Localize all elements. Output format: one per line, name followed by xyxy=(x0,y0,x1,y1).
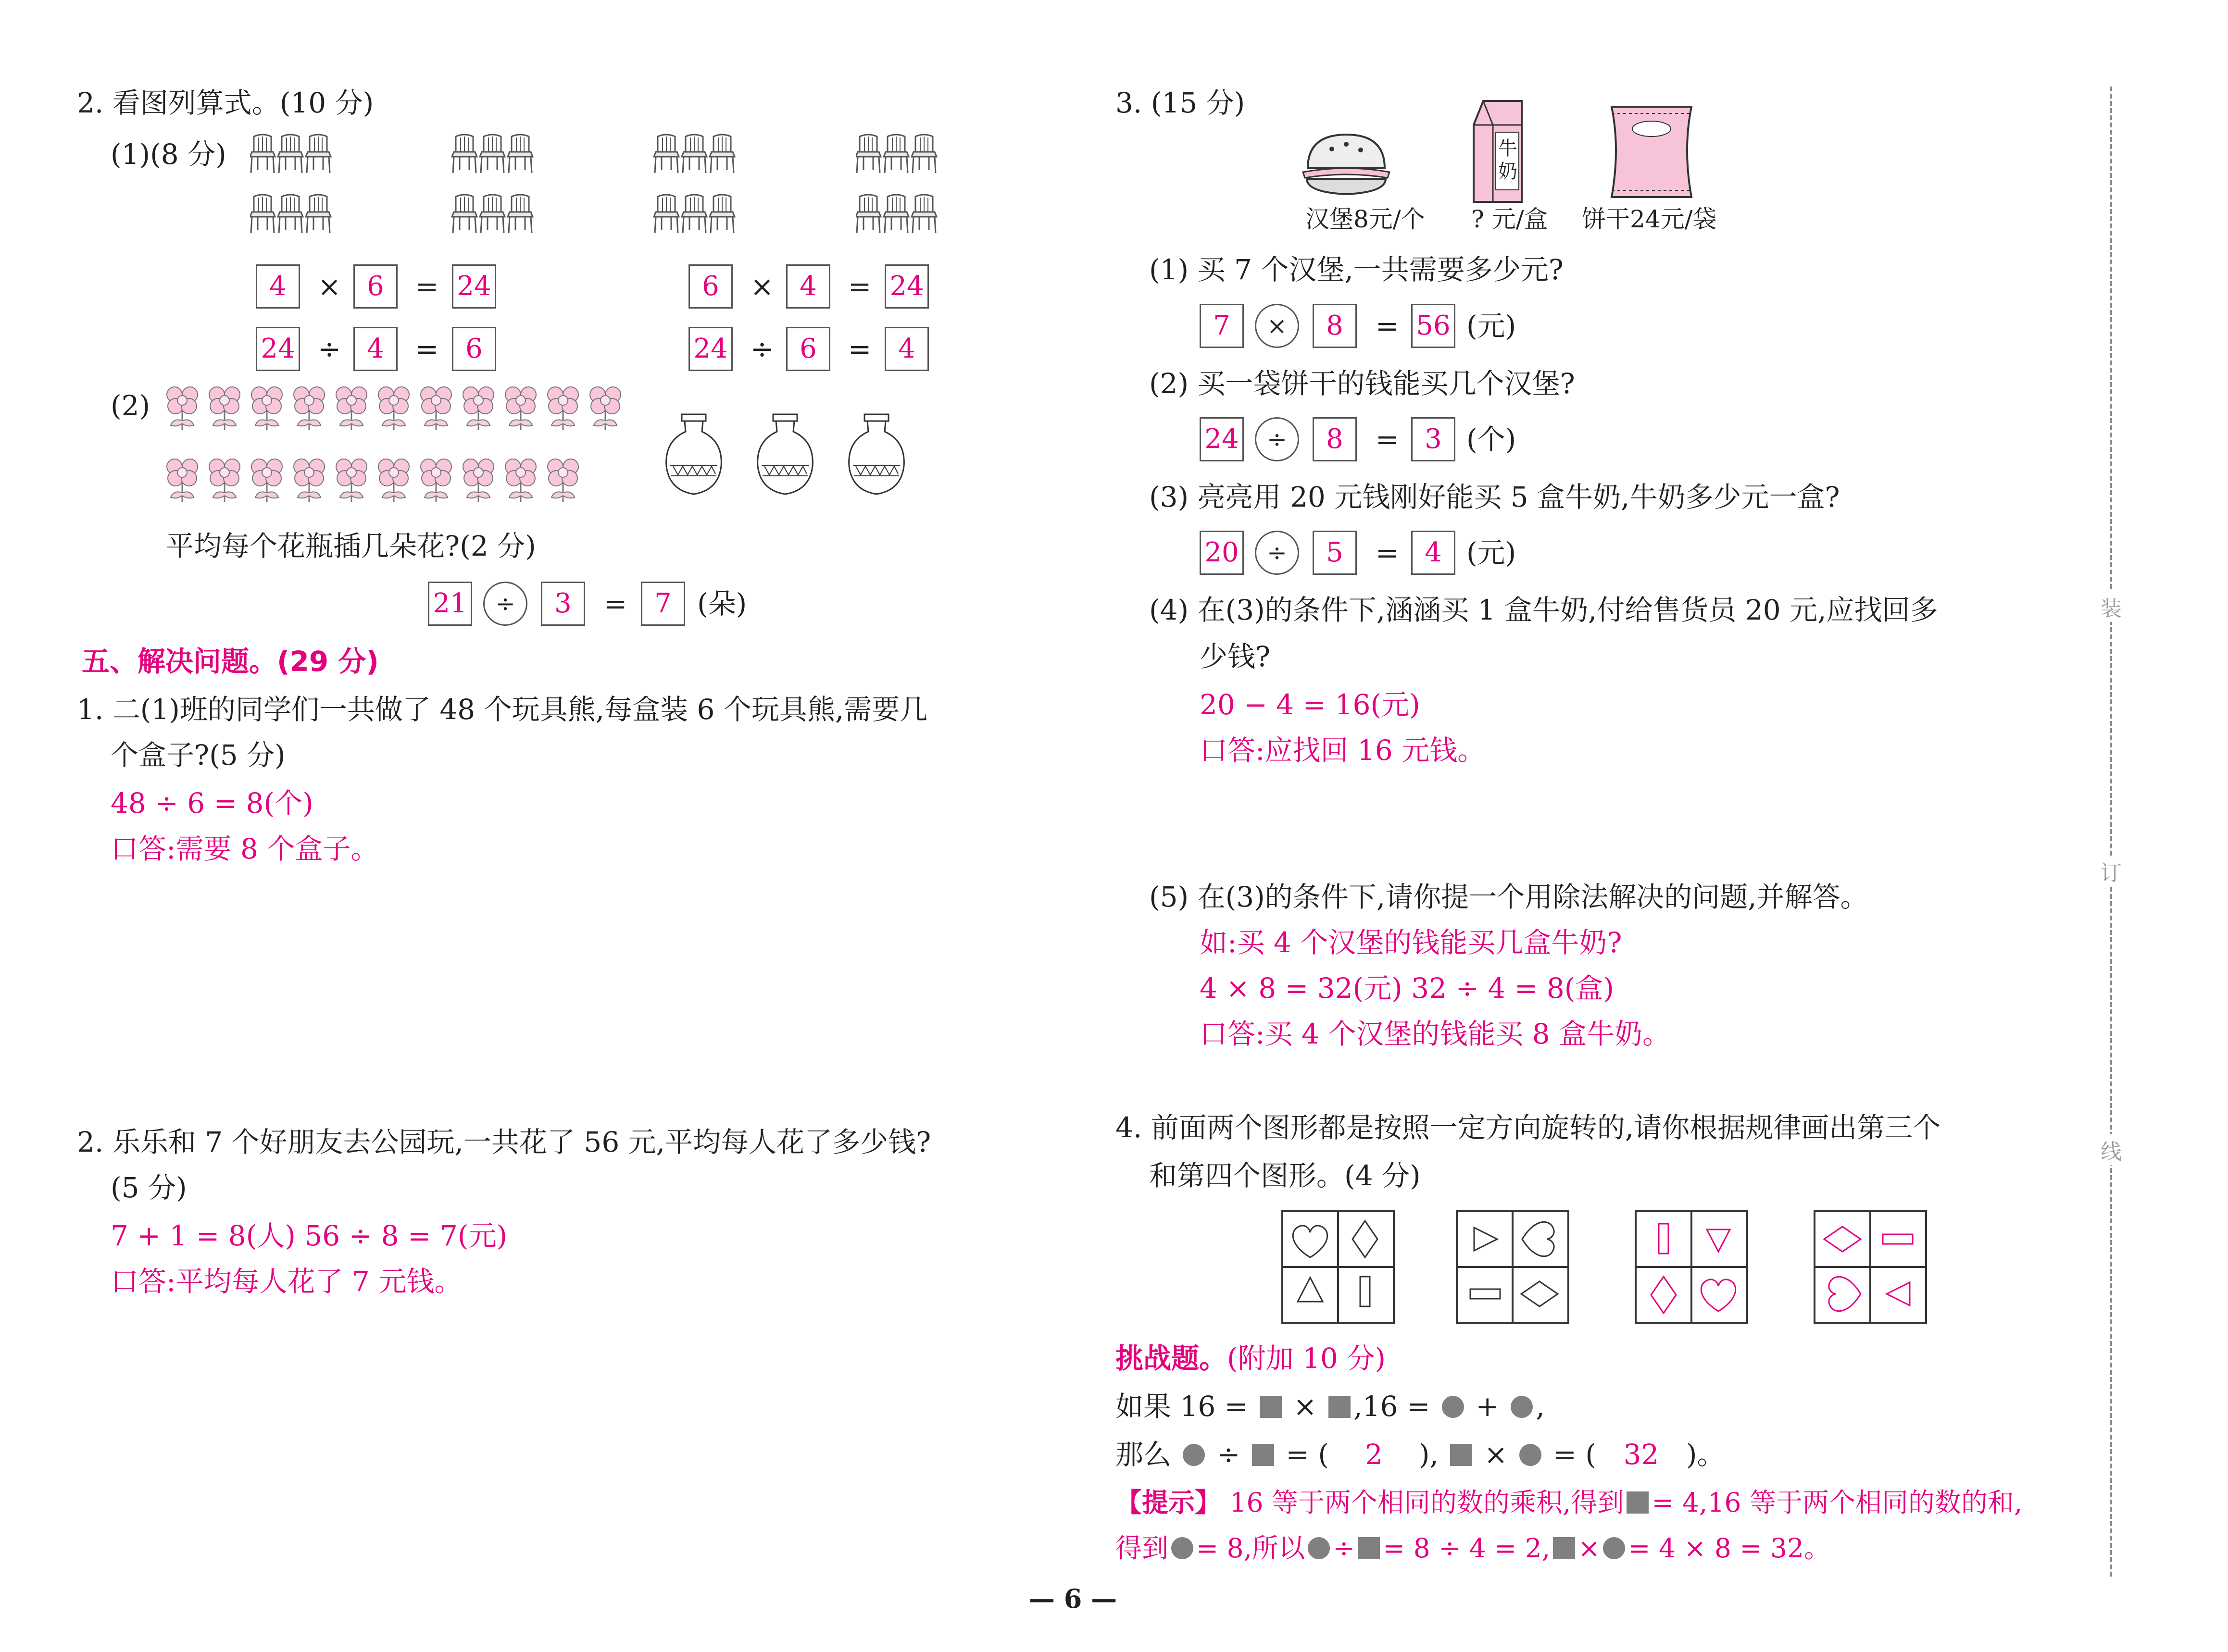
eq2-eq: = xyxy=(415,333,439,365)
page-number: — 6 — xyxy=(1029,1583,1117,1614)
rotation-figure-1 xyxy=(1281,1210,1395,1324)
gray-square-icon xyxy=(1450,1444,1472,1466)
p1-answer-1: 48 ÷ 6 = 8(个) xyxy=(111,787,313,820)
gray-square-icon xyxy=(1328,1396,1351,1418)
eq3-a: 6 xyxy=(688,264,733,309)
s3-op: ÷ xyxy=(1255,531,1299,575)
biscuit-price: 饼干24元/袋 xyxy=(1582,205,1717,233)
s3-eq: = xyxy=(1375,536,1399,569)
q4-line1: 4. 前面两个图形都是按照一定方向旋转的,请你根据规律画出第三个 xyxy=(1115,1111,1941,1144)
eq1-a: 4 xyxy=(256,264,300,309)
burger-price: 汉堡8元/个 xyxy=(1305,205,1425,233)
hint2-a: 得到 xyxy=(1115,1533,1169,1564)
ch-l2-b: ÷ xyxy=(1216,1438,1240,1471)
gray-circle-icon xyxy=(1603,1537,1625,1559)
rotation-figure-2 xyxy=(1456,1210,1569,1324)
gray-square-icon xyxy=(1358,1537,1380,1559)
eq4-b: 6 xyxy=(786,327,830,371)
gray-circle-icon xyxy=(1171,1537,1193,1559)
eq5-unit: (朵) xyxy=(697,587,747,620)
section-5-title: 五、解决问题。(29 分) xyxy=(82,645,379,678)
biscuit-bag-icon xyxy=(1606,101,1697,202)
ch-l2-g: )。 xyxy=(1686,1438,1725,1471)
ch-l1-d: + xyxy=(1476,1390,1499,1423)
p1-answer-2: 口答:需要 8 个盒子。 xyxy=(111,832,379,865)
s1-op: × xyxy=(1255,304,1299,348)
ch-l2-a: 那么 xyxy=(1115,1438,1172,1471)
p1-line1: 1. 二(1)班的同学们一共做了 48 个玩具熊,每盒装 6 个玩具熊,需要几 xyxy=(77,693,928,726)
eq1-eq: = xyxy=(415,270,439,303)
gray-square-icon xyxy=(1553,1537,1575,1559)
eq5-c: 7 xyxy=(641,582,685,626)
s2-op: ÷ xyxy=(1255,417,1299,461)
eq4-a: 24 xyxy=(688,327,733,371)
ch-l1-e: , xyxy=(1536,1390,1545,1423)
hint2-e: × xyxy=(1578,1533,1601,1564)
s5-question: (5) 在(3)的条件下,请你提一个用除法解决的问题,并解答。 xyxy=(1149,881,1868,913)
binding-dashed-line xyxy=(2110,87,2112,1577)
eq1-c: 24 xyxy=(452,264,496,309)
rotation-figure-4 xyxy=(1814,1210,1927,1324)
eq3-op: × xyxy=(750,270,774,303)
ch-l2-e: × xyxy=(1484,1438,1508,1471)
s2-question: (2) 买一袋饼干的钱能买几个汉堡? xyxy=(1149,367,1575,400)
s5-answer-1: 如:买 4 个汉堡的钱能买几盒牛奶? xyxy=(1200,926,1622,959)
q2-2-question: 平均每个花瓶插几朵花?(2 分) xyxy=(166,530,536,562)
gray-circle-icon xyxy=(1183,1444,1205,1466)
ch-l1-c: ,16 = xyxy=(1353,1390,1430,1423)
s4-answer-2: 口答:应找回 16 元钱。 xyxy=(1200,734,1486,767)
hint2-d: = 8 ÷ 4 = 2, xyxy=(1383,1533,1551,1564)
challenge-title-text: 挑战题。 xyxy=(1115,1342,1227,1375)
s3-c: 4 xyxy=(1411,531,1455,575)
s1-a: 7 xyxy=(1200,304,1244,348)
gray-circle-icon xyxy=(1511,1396,1533,1418)
p2-answer-1: 7 + 1 = 8(人) 56 ÷ 8 = 7(元) xyxy=(111,1219,508,1252)
q4-line2: 和第四个图形。(4 分) xyxy=(1149,1159,1421,1192)
eq3-b: 4 xyxy=(786,264,830,309)
hint2-f: = 4 × 8 = 32。 xyxy=(1628,1533,1831,1564)
s4-question-1: (4) 在(3)的条件下,涵涵买 1 盒牛奶,付给售货员 20 元,应找回多 xyxy=(1149,594,1938,626)
q2-1-label: (1)(8 分) xyxy=(111,138,226,171)
milk-label-2: 奶 xyxy=(1498,161,1517,183)
s3-a: 20 xyxy=(1200,531,1244,575)
challenge-line-2 xyxy=(1115,1437,1725,1472)
q2-title: 2. 看图列算式。(10 分) xyxy=(77,87,374,119)
s1-c: 56 xyxy=(1411,304,1455,348)
hint2-b: = 8,所以 xyxy=(1196,1533,1305,1564)
hint-line-2 xyxy=(1115,1531,1830,1565)
s2-a: 24 xyxy=(1200,417,1244,461)
eq4-eq: = xyxy=(848,333,872,365)
s3-b: 5 xyxy=(1313,531,1357,575)
p1-line2: 个盒子?(5 分) xyxy=(111,739,286,771)
gray-circle-icon xyxy=(1308,1537,1330,1559)
rotation-figure-3 xyxy=(1635,1210,1748,1324)
s1-b: 8 xyxy=(1313,304,1357,348)
eq2-b: 4 xyxy=(353,327,398,371)
vases-illustration xyxy=(663,409,933,505)
s4-question-2: 少钱? xyxy=(1200,640,1271,673)
s3-unit: (元) xyxy=(1466,536,1516,569)
milk-label-1: 牛 xyxy=(1498,137,1517,160)
eq5-b: 3 xyxy=(541,582,585,626)
hint1-b: = 4,16 等于两个相同的数的和, xyxy=(1652,1487,2023,1518)
ch-l1-a: 如果 16 = xyxy=(1115,1390,1248,1423)
p2-line1: 2. 乐乐和 7 个好朋友去公园玩,一共花了 56 元,平均每人花了多少钱? xyxy=(77,1126,931,1158)
burger-icon xyxy=(1298,130,1394,202)
eq1-b: 6 xyxy=(353,264,398,309)
s2-c: 3 xyxy=(1411,417,1455,461)
eq2-a: 24 xyxy=(256,327,300,371)
binding-mark-3: 线 xyxy=(2097,1134,2126,1165)
hint1-a: 16 等于两个相同的数的乘积,得到 xyxy=(1229,1487,1624,1518)
s2-unit: (个) xyxy=(1466,423,1516,456)
gray-circle-icon xyxy=(1519,1444,1541,1466)
q3-title: 3. (15 分) xyxy=(1115,87,1245,119)
eq3-eq: = xyxy=(848,270,872,303)
challenge-title xyxy=(1115,1341,1386,1376)
hint2-c: ÷ xyxy=(1333,1533,1355,1564)
eq2-op: ÷ xyxy=(317,333,341,365)
flowers-illustration xyxy=(161,382,642,517)
gray-circle-icon xyxy=(1442,1396,1464,1418)
s3-question: (3) 亮亮用 20 元钱刚好能买 5 盒牛奶,牛奶多少元一盒? xyxy=(1149,481,1840,513)
eq5-op: ÷ xyxy=(483,582,527,626)
eq4-op: ÷ xyxy=(750,333,774,365)
binding-mark-2: 订 xyxy=(2097,856,2126,886)
challenge-line-1 xyxy=(1115,1389,1545,1424)
gray-square-icon xyxy=(1627,1491,1649,1514)
gray-square-icon xyxy=(1260,1396,1282,1418)
ch-l2-d: ), xyxy=(1418,1438,1439,1471)
s2-b: 8 xyxy=(1313,417,1357,461)
eq1-op: × xyxy=(317,270,341,303)
milk-price: ? 元/盒 xyxy=(1471,205,1548,233)
eq5-eq: = xyxy=(603,587,627,620)
eq2-c: 6 xyxy=(452,327,496,371)
challenge-score: (附加 10 分) xyxy=(1227,1342,1386,1375)
s1-question: (1) 买 7 个汉堡,一共需要多少元? xyxy=(1149,253,1564,286)
q2-2-label: (2) xyxy=(111,389,150,422)
ch-answer-2: 32 xyxy=(1623,1438,1659,1471)
s1-unit: (元) xyxy=(1466,310,1516,342)
ch-l1-b: × xyxy=(1293,1390,1317,1423)
ch-l2-f: = ( xyxy=(1553,1438,1597,1471)
eq4-c: 4 xyxy=(885,327,929,371)
s5-answer-2: 4 × 8 = 32(元) 32 ÷ 4 = 8(盒) xyxy=(1200,972,1615,1005)
p2-line2: (5 分) xyxy=(111,1171,187,1204)
ch-l2-c: = ( xyxy=(1286,1438,1329,1471)
hint-line-1 xyxy=(1115,1485,2022,1520)
chairs-illustration-4 xyxy=(856,130,971,250)
eq3-c: 24 xyxy=(885,264,929,309)
chairs-illustration xyxy=(250,130,798,250)
s1-eq: = xyxy=(1375,310,1399,342)
s4-answer-1: 20 − 4 = 16(元) xyxy=(1200,688,1420,721)
binding-mark-1: 装 xyxy=(2097,591,2126,622)
s2-eq: = xyxy=(1375,423,1399,456)
p2-answer-2: 口答:平均每人花了 7 元钱。 xyxy=(111,1265,463,1298)
gray-square-icon xyxy=(1252,1444,1274,1466)
ch-answer-1: 2 xyxy=(1365,1438,1383,1471)
s5-answer-3: 口答:买 4 个汉堡的钱能买 8 盒牛奶。 xyxy=(1200,1018,1671,1050)
eq5-a: 21 xyxy=(428,582,472,626)
hint-label: 【提示】 xyxy=(1115,1487,1222,1518)
